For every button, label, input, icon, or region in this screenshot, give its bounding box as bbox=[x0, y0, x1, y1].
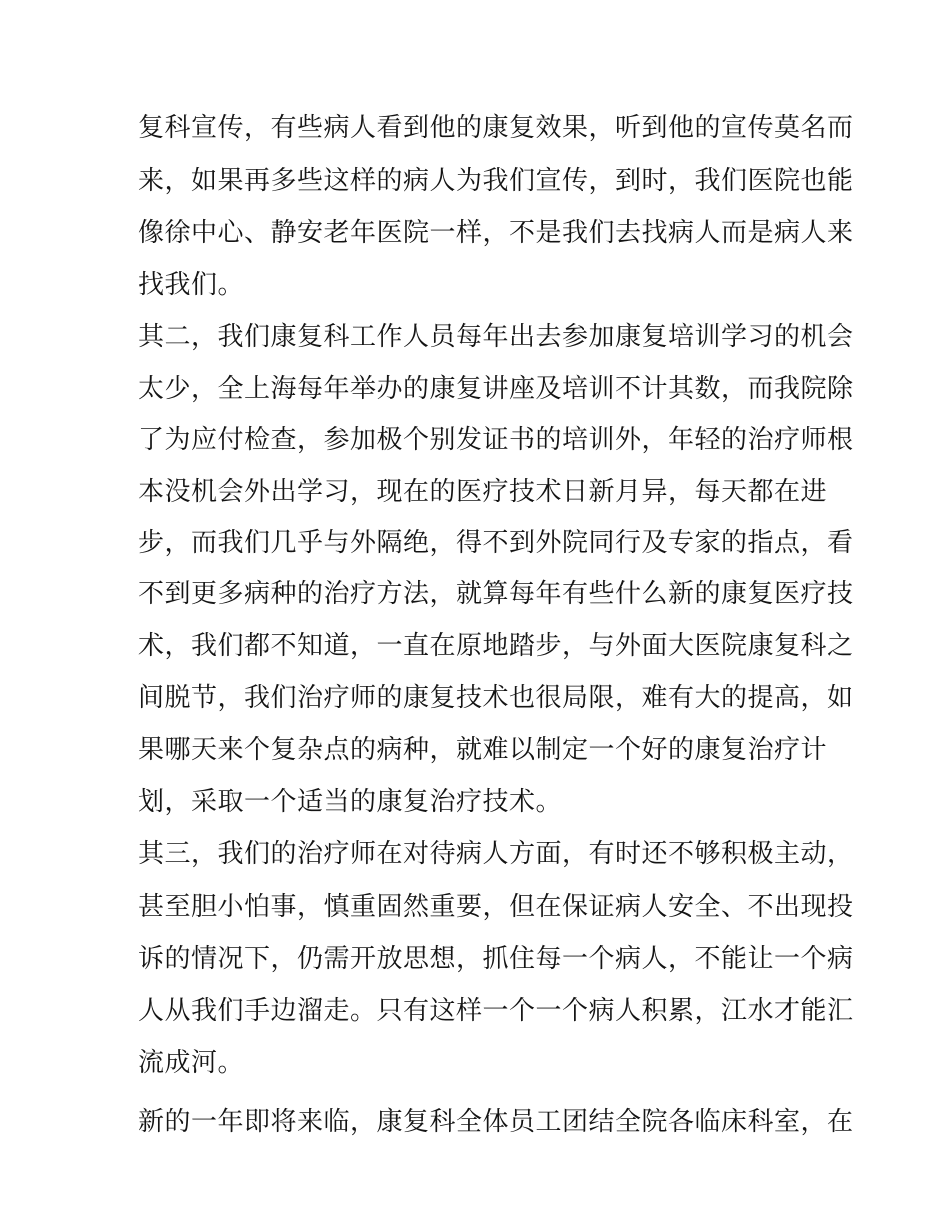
text-line: 像徐中心、静安老年医院一样，不是我们去找病人而是病人来 bbox=[138, 218, 854, 248]
text-line: 术，我们都不知道，一直在原地踏步，与外面大医院康复科之 bbox=[138, 631, 854, 661]
text-line: 其三，我们的治疗师在对待病人方面，有时还不够积极主动， bbox=[138, 839, 854, 869]
text-line: 其二，我们康复科工作人员每年出去参加康复培训学习的机会 bbox=[138, 322, 854, 352]
text-line: 果哪天来个复杂点的病种，就难以制定一个好的康复治疗计 bbox=[138, 735, 828, 765]
text-line: 太少，全上海每年举办的康复讲座及培训不计其数，而我院除 bbox=[138, 374, 854, 404]
text-line: 不到更多病种的治疗方法，就算每年有些什么新的康复医疗技 bbox=[138, 579, 854, 609]
text-line: 人从我们手边溜走。只有这样一个一个病人积累，江水才能汇 bbox=[138, 996, 854, 1026]
text-line: 流成河。 bbox=[138, 1048, 245, 1078]
text-line: 本没机会外出学习，现在的医疗技术日新月异，每天都在进 bbox=[138, 477, 828, 507]
text-line: 了为应付检查，参加极个别发证书的培训外，年轻的治疗师根 bbox=[138, 425, 854, 455]
text-line: 甚至胆小怕事，慎重固然重要，但在保证病人安全、不出现投 bbox=[138, 892, 854, 922]
text-line: 步，而我们几乎与外隔绝，得不到外院同行及专家的指点，看 bbox=[138, 528, 854, 558]
text-line: 新的一年即将来临，康复科全体员工团结全院各临床科室，在 bbox=[138, 1107, 854, 1137]
text-line: 复科宣传，有些病人看到他的康复效果，听到他的宣传莫名而 bbox=[138, 113, 854, 143]
text-line: 来，如果再多些这样的病人为我们宣传，到时，我们医院也能 bbox=[138, 166, 854, 196]
text-line: 诉的情况下，仍需开放思想，抓住每一个病人，不能让一个病 bbox=[138, 944, 854, 974]
text-line: 找我们。 bbox=[138, 270, 245, 300]
text-line: 间脱节，我们治疗师的康复技术也很局限，难有大的提高，如 bbox=[138, 683, 854, 713]
text-line: 划，采取一个适当的康复治疗技术。 bbox=[138, 787, 563, 817]
